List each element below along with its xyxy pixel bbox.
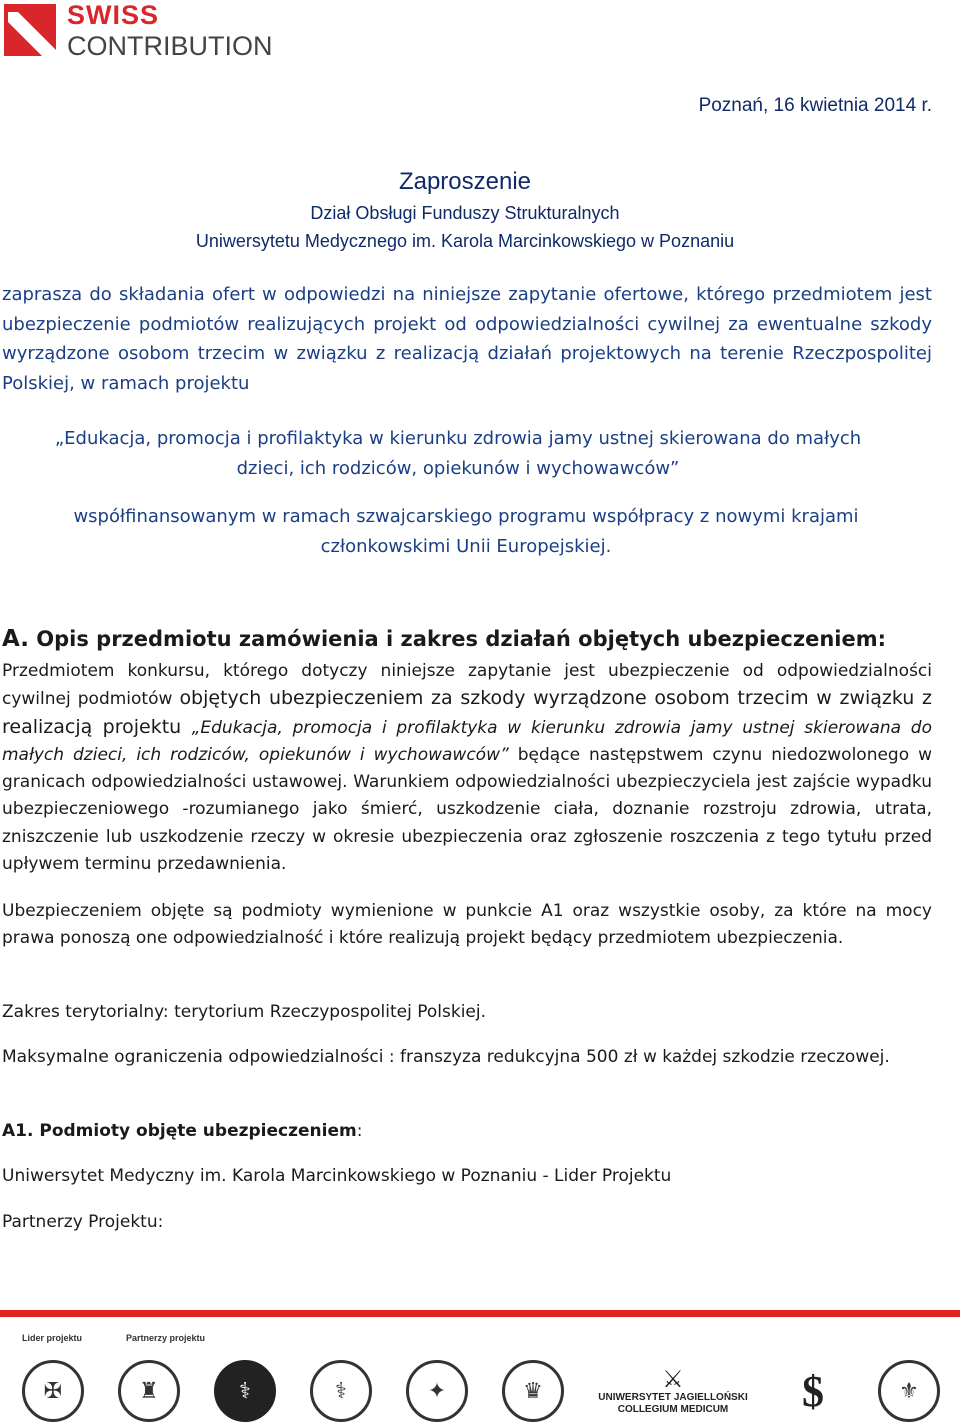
- uj-line-1: UNIWERSYTET JAGIELLOŃSKI: [598, 1392, 748, 1403]
- p1-project-name: „Edukacja, promocja i profilaktyka w kierunku zdrowia jamy ustnej skierowana do małych dzieci, ich rodziców, opiekunów i wychowawców”: [2, 717, 933, 765]
- a1-heading: [2, 1119, 362, 1143]
- sum-logo-icon: $: [802, 1366, 824, 1416]
- intro-paragraph: zaprasza do składania ofert w odpowiedzi na niniejsze zapytanie ofertowe, którego przedmiotem jest ubezpieczenie podmiotów realizujących projekt od odpowiedzialności cywilnej za ewentualne szkody wyrządzone osobom trzecim w związku z realizacją działań projektowych na terenie Rzeczpospolitej Polskiej, w ramach projektu: [2, 284, 932, 394]
- issuer-department: Dział Obsługi Funduszy Strukturalnych: [310, 203, 620, 223]
- cofinancing-line-1: współfinansowanym w ramach szwajcarskiego programu współpracy z nowymi krajami: [73, 506, 859, 527]
- project-title-line-1: „Edukacja, promocja i profilaktyka w kierunku zdrowia jamy ustnej skierowana do małych: [54, 428, 862, 449]
- umw-seal-icon: ✦: [406, 1360, 468, 1422]
- document-date: Poznań, 16 kwietnia 2014 r.: [698, 95, 932, 116]
- uml-seal-icon: ♛: [502, 1360, 564, 1422]
- a1-heading-text: A1. Podmioty objęte ubezpieczeniem: [2, 1121, 357, 1141]
- footer-divider: [0, 1310, 960, 1317]
- uj-crest-icon: ⚔: [662, 1365, 684, 1393]
- pum-seal-icon: ♜: [118, 1360, 180, 1422]
- cofinancing-line-2: członkowskimi Unii Europejskiej.: [320, 536, 612, 557]
- footer-partners-label: Partnerzy projektu: [126, 1333, 206, 1343]
- section-a-heading: [2, 626, 886, 652]
- page-title: Zaproszenie: [398, 168, 532, 195]
- uj-line-2: COLLEGIUM MEDICUM: [617, 1404, 729, 1415]
- project-partners-label: Partnerzy Projektu:: [2, 1212, 164, 1232]
- project-title-line-2: dzieci, ich rodziców, opiekunów i wychowawców”: [236, 458, 680, 479]
- section-a-letter: A.: [2, 626, 29, 652]
- partner-logos-row: [22, 1358, 940, 1424]
- project-leader: Uniwersytet Medyczny im. Karola Marcinkowskiego w Poznaniu - Lider Projektu: [2, 1166, 672, 1186]
- logo-contribution-text: CONTRIBUTION: [67, 31, 273, 61]
- section-a-title: Opis przedmiotu zamówienia i zakres działań objętych ubezpieczeniem:: [28, 627, 887, 651]
- logo-cross-icon: [4, 4, 56, 56]
- p1-part-b: objętych ubezpieczeniem za szkody wyrządzone osobom trzecim w związku z realizacją projektu: [2, 687, 932, 738]
- p1-part-a: Przedmiotem konkursu, którego dotyczy niniejsze zapytanie jest ubezpieczenie od odpowiedzialności cywilnej podmiotów: [2, 661, 932, 710]
- umb-seal-icon: ⚕: [310, 1360, 372, 1422]
- gumed-seal-icon: ⚕: [214, 1360, 276, 1422]
- a1-heading-colon: :: [356, 1121, 363, 1141]
- ump-seal-icon: ✠: [22, 1360, 84, 1422]
- liability-limits: Maksymalne ograniczenia odpowiedzialności : franszyza redukcyjna 500 zł w każdej szkodzie rzeczowej.: [2, 1047, 890, 1067]
- issuer-university: Uniwersytetu Medycznego im. Karola Marcinkowskiego w Poznaniu: [195, 231, 735, 251]
- uj-cm-logo: [598, 1366, 748, 1416]
- logo-swiss-text: SWISS: [67, 0, 160, 30]
- section-a-paragraph-1: [2, 658, 932, 878]
- pmws-opole-seal-icon: ⚜: [878, 1360, 940, 1422]
- territorial-scope: Zakres terytorialny: terytorium Rzeczypospolitej Polskiej.: [2, 1002, 487, 1022]
- footer-leader-label: Lider projektu: [22, 1333, 83, 1343]
- section-a-paragraph-2: Ubezpieczeniem objęte są podmioty wymienione w punkcie A1 oraz wszystkie osoby, za które na mocy prawa ponoszą one odpowiedzialność i które realizują projekt będący przedmiotem ubezpieczenia.: [2, 901, 932, 949]
- p1-part-c: będące następstwem czynu niedozwolonego w granicach odpowiedzialności ustawowej. Warunkiem odpowiedzialności ubezpieczyciela jest zajście wypadku ubezpieczeniowego -rozumianego jako śmierć, uszkodzenie ciała, doznanie rozstroju zdrowia, utrata, zniszczenie lub uszkodzenie rzeczy w okresie ubezpieczenia oraz zgłoszenie roszczenia z tego tytułu przed upływem terminu przedawnienia.: [2, 744, 932, 875]
